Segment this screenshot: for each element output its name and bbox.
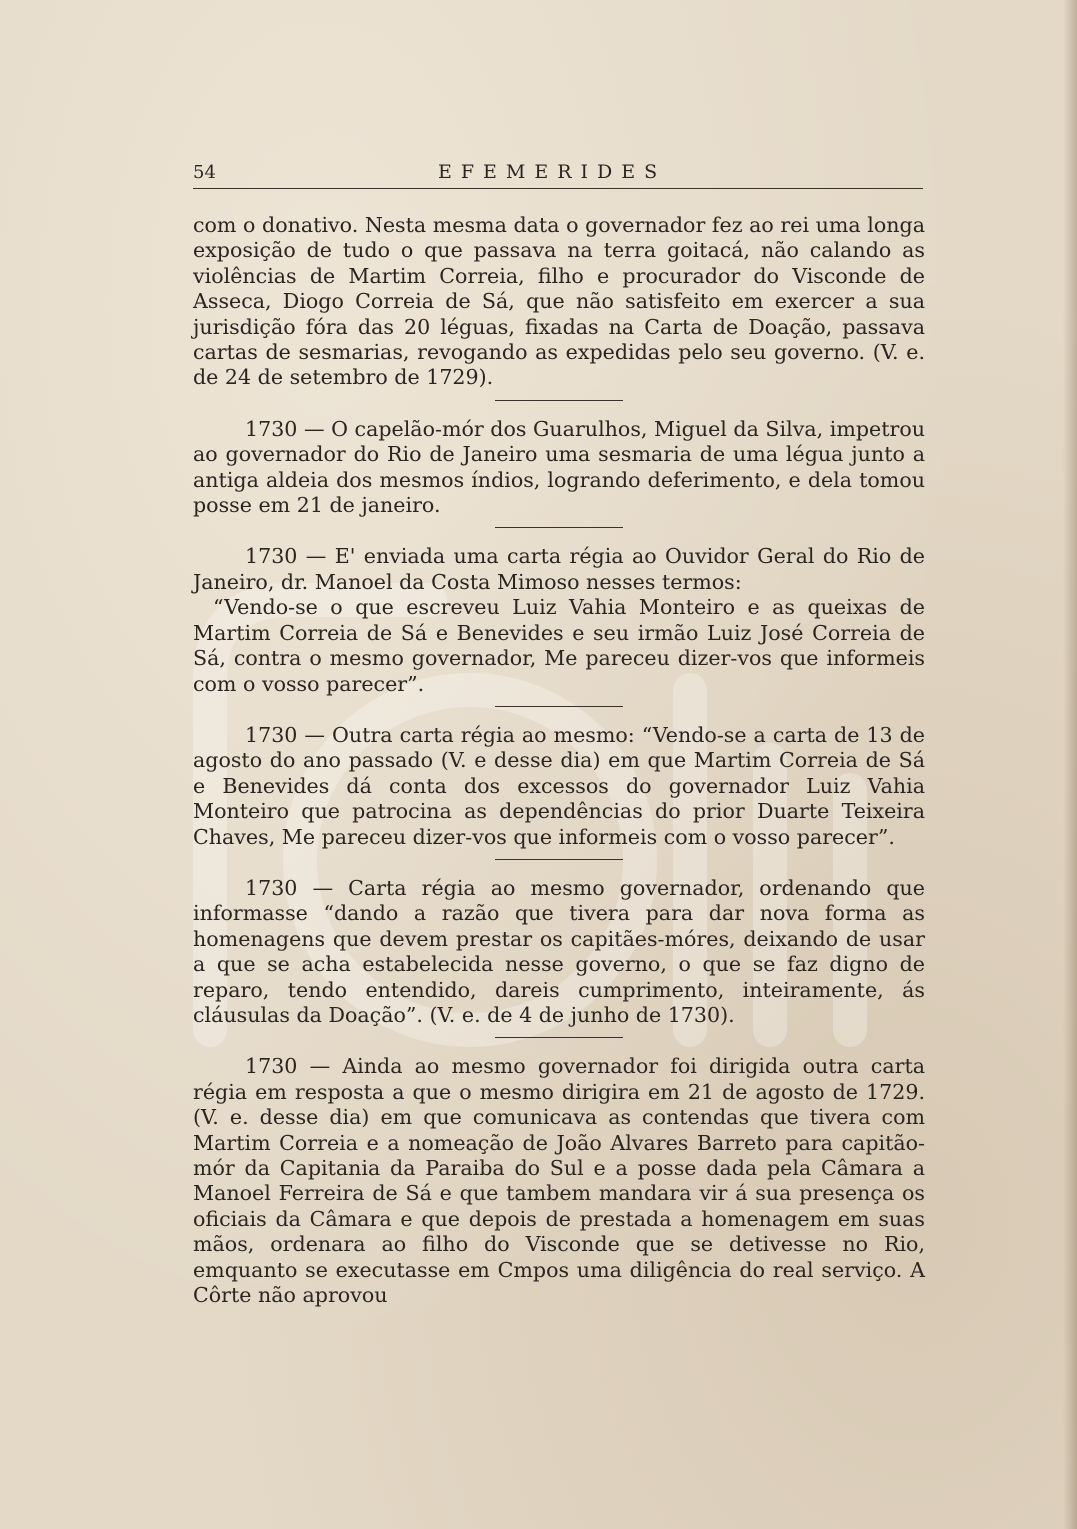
page-number: 54 [193, 162, 216, 183]
section-divider [495, 706, 623, 707]
section-divider [495, 859, 623, 860]
entry-paragraph: 1730 — E' enviada uma carta régia ao Ouvidor Geral do Rio de Janeiro, dr. Manoel da Costa Mimoso nesses termos: [193, 544, 925, 594]
entry-paragraph: 1730 — Outra carta régia ao mesmo: “Vendo-se a carta de 13 de agosto do ano passado (V. e desse dia) em que Martim Correia de Sá e Benevides dá conta dos excessos do governador Luiz Vahia Monteiro que patrocina as dependências do prior Duarte Teixeira Chaves, Me pareceu dizer-vos que informeis com o vosso parecer”. [193, 722, 925, 849]
paragraph-continuation: com o donativo. Nesta mesma data o governador fez ao rei uma longa exposição de tudo o que passava na terra goitacá, não calando as violências de Martim Correia, filho e procurador do Visconde de Asseca, Diogo Correia de Sá, que não satisfeito em exercer a sua jurisdição fóra das 20 léguas, fixadas na Carta de Doação, passava cartas de sesmarias, revogando as expedidas pelo seu governo. (V. e. de 24 de setembro de 1729). [193, 213, 925, 390]
section-divider [495, 527, 623, 528]
entry-paragraph: 1730 — O capelão-mór dos Guarulhos, Miguel da Silva, impetrou ao governador do Rio de Janeiro uma sesmaria de uma légua junto a antiga aldeia dos mesmos índios, logrando deferimento, e dela tomou posse em 21 de janeiro. [193, 416, 925, 518]
page-edge-shadow [1063, 0, 1077, 1529]
page-header [193, 160, 923, 189]
body-text [193, 213, 925, 1308]
entry-paragraph: 1730 — Carta régia ao mesmo governador, ordenando que informasse “dando a razão que tivera para dar nova forma as homenagens que devem prestar os capitães-móres, deixando de usar a que se acha estabelecida nesse governo, o que se faz digno de reparo, tendo entendido, dareis cumprimento, inteiramente, ás cláusulas da Doação”. (V. e. de 4 de junho de 1730). [193, 875, 925, 1027]
entry-paragraph: 1730 — Ainda ao mesmo governador foi dirigida outra carta régia em resposta a que o mesmo dirigira em 21 de agosto de 1729. (V. e. desse dia) em que comunicava as contendas que tivera com Martim Correia e a nomeação de João Alvares Barreto para capitão-mór da Capitania da Paraiba do Sul e a posse dada pela Câmara a Manoel Ferreira de Sá e que tambem mandara vir á sua presença os oficiais da Câmara e que depois de prestada a homenagem em suas mãos, ordenara ao filho do Visconde que se detivesse no Rio, emquanto se executasse em Cmpos uma diligência do real serviço. A Côrte não aprovou [193, 1054, 925, 1308]
section-divider [495, 400, 623, 401]
quoted-paragraph: “Vendo-se o que escreveu Luiz Vahia Monteiro e as queixas de Martim Correia de Sá e Benevides e seu irmão Luiz José Correia de Sá, contra o mesmo governador, Me pareceu dizer-vos que informeis com o vosso parecer”. [193, 595, 925, 696]
running-title: EFEMERIDES [438, 161, 667, 183]
section-divider [495, 1037, 623, 1038]
